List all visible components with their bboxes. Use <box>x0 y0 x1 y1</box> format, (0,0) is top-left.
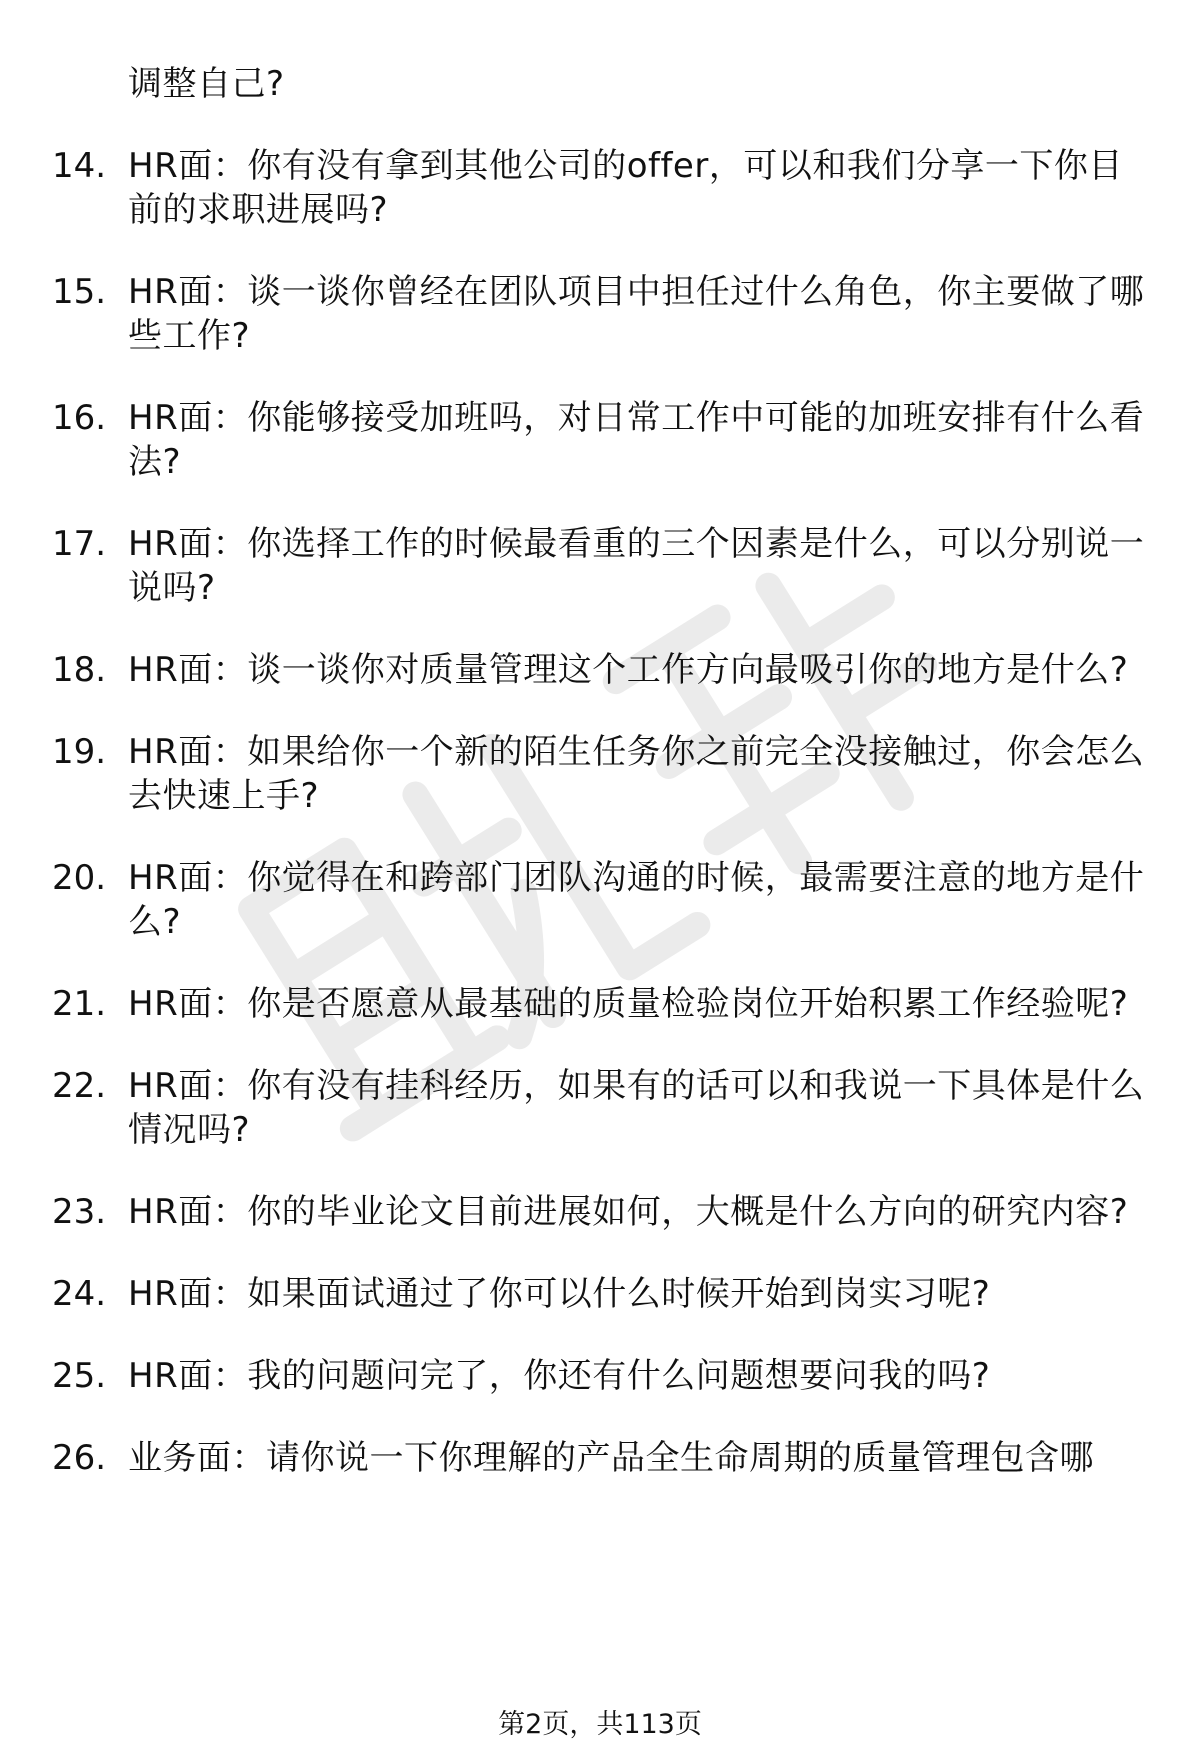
item-text: HR面：你有没有挂科经历，如果有的话可以和我说一下具体是什么情况吗? <box>128 1066 1145 1150</box>
item-number: 15. <box>52 272 107 312</box>
question-list <box>0 62 1200 1518</box>
item-number: 21. <box>52 984 107 1024</box>
item-text: HR面：如果给你一个新的陌生任务你之前完全没接触过，你会怎么去快速上手? <box>128 732 1145 816</box>
item-number: 23. <box>52 1192 107 1232</box>
list-item <box>0 270 1200 358</box>
item-text: HR面：谈一谈你对质量管理这个工作方向最吸引你的地方是什么? <box>128 650 1129 690</box>
list-item <box>0 1190 1200 1234</box>
item-number: 22. <box>52 1066 107 1106</box>
item-text: 业务面：请你说一下你理解的产品全生命周期的质量管理包含哪 <box>128 1438 1094 1478</box>
item-text: HR面：你是否愿意从最基础的质量检验岗位开始积累工作经验呢? <box>128 984 1129 1024</box>
item-text: HR面：谈一谈你曾经在团队项目中担任过什么角色，你主要做了哪些工作? <box>128 272 1145 356</box>
item-text: HR面：如果面试通过了你可以什么时候开始到岗实习呢? <box>128 1274 991 1314</box>
list-item <box>0 522 1200 610</box>
list-item <box>0 144 1200 232</box>
list-item <box>0 1436 1200 1480</box>
item-number: 14. <box>52 146 107 186</box>
item-text: HR面：你觉得在和跨部门团队沟通的时候，最需要注意的地方是什么? <box>128 858 1145 942</box>
item-number: 26. <box>52 1438 107 1478</box>
list-item <box>0 856 1200 944</box>
list-item <box>0 1272 1200 1316</box>
item-number: 19. <box>52 732 107 772</box>
item-number: 16. <box>52 398 107 438</box>
continuation-text: 调整自己? <box>128 64 285 104</box>
item-number: 25. <box>52 1356 107 1396</box>
item-text: HR面：你有没有拿到其他公司的offer，可以和我们分享一下你目前的求职进展吗? <box>128 146 1123 230</box>
list-item <box>0 1064 1200 1152</box>
item-number: 17. <box>52 524 107 564</box>
item-text: HR面：你能够接受加班吗，对日常工作中可能的加班安排有什么看法? <box>128 398 1145 482</box>
item-text: HR面：我的问题问完了，你还有什么问题想要问我的吗? <box>128 1356 991 1396</box>
item-number: 24. <box>52 1274 107 1314</box>
list-item <box>0 1354 1200 1398</box>
item-number: 18. <box>52 650 107 690</box>
item-number: 20. <box>52 858 107 898</box>
list-item <box>0 396 1200 484</box>
list-item <box>0 730 1200 818</box>
item-text: HR面：你选择工作的时候最看重的三个因素是什么，可以分别说一说吗? <box>128 524 1145 608</box>
item-text: HR面：你的毕业论文目前进展如何，大概是什么方向的研究内容? <box>128 1192 1129 1232</box>
page-footer: 第2页，共113页 <box>498 1709 702 1740</box>
list-item <box>0 648 1200 692</box>
list-item <box>0 982 1200 1026</box>
